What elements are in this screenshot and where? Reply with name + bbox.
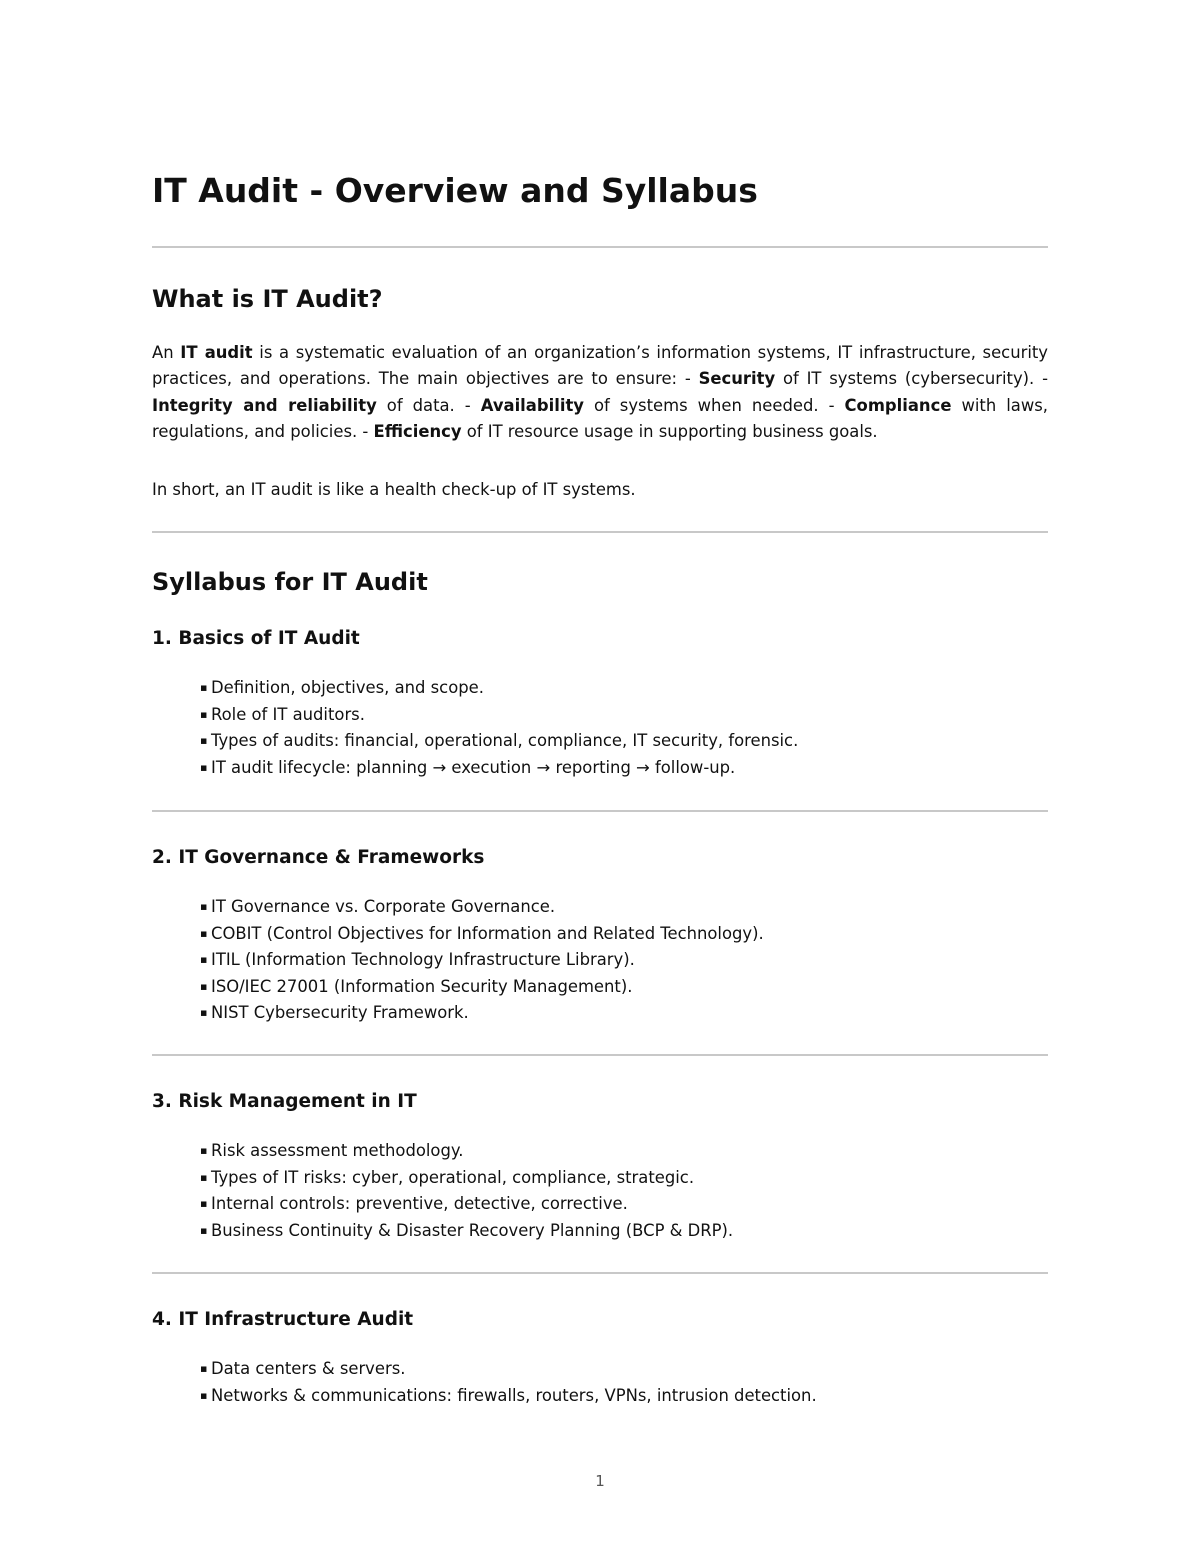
list-item: ▪ IT audit lifecycle: planning → execution → reporting → follow-up.	[200, 755, 798, 782]
divider	[152, 531, 1048, 533]
what-is-heading: What is IT Audit?	[152, 285, 383, 313]
intro-paragraph: An IT audit is a systematic evaluation of an organization’s information systems, IT infrastructure, security practices, and operations. The main objectives are to ensure: - Security of IT systems (cybersecurity). - Integrity and reliability of data. - Availability of systems when needed. - Compliance with laws, regulations, and policies. - Efficiency of IT resource usage in supporting business goals.	[152, 343, 1049, 441]
section-3-title: 3. Risk Management in IT	[152, 1091, 417, 1112]
list-item: ▪ IT Governance vs. Corporate Governance.	[200, 894, 764, 921]
list-item: ▪ Networks & communications: firewalls, routers, VPNs, intrusion detection.	[200, 1383, 817, 1410]
list-item: ▪ Business Continuity & Disaster Recovery Planning (BCP & DRP).	[200, 1218, 733, 1245]
document-title: IT Audit - Overview and Syllabus	[152, 171, 758, 210]
section-4-list	[200, 1356, 817, 1409]
list-item: ▪ Types of IT risks: cyber, operational, compliance, strategic.	[200, 1165, 733, 1192]
section-1-title: 1. Basics of IT Audit	[152, 628, 360, 649]
list-item: ▪ Types of audits: financial, operational, compliance, IT security, forensic.	[200, 728, 798, 755]
list-item: ▪ Internal controls: preventive, detective, corrective.	[200, 1191, 733, 1218]
list-item: ▪ Definition, objectives, and scope.	[200, 675, 798, 702]
section-2-title: 2. IT Governance & Frameworks	[152, 847, 485, 868]
section-3-list	[200, 1138, 733, 1244]
list-item: ▪ Role of IT auditors.	[200, 702, 798, 729]
divider	[152, 1054, 1048, 1056]
divider	[152, 1272, 1048, 1274]
list-item: ▪ ITIL (Information Technology Infrastructure Library).	[200, 947, 764, 974]
section-1-list	[200, 675, 798, 781]
summary-paragraph: In short, an IT audit is like a health check-up of IT systems.	[152, 480, 636, 499]
list-item: ▪ COBIT (Control Objectives for Information and Related Technology).	[200, 921, 764, 948]
list-item: ▪ Data centers & servers.	[200, 1356, 817, 1383]
page-number: 1	[595, 1472, 605, 1490]
section-2-list	[200, 894, 764, 1027]
syllabus-heading: Syllabus for IT Audit	[152, 568, 428, 596]
section-4-title: 4. IT Infrastructure Audit	[152, 1309, 414, 1330]
divider	[152, 246, 1048, 248]
list-item: ▪ Risk assessment methodology.	[200, 1138, 733, 1165]
list-item: ▪ ISO/IEC 27001 (Information Security Management).	[200, 974, 764, 1001]
divider	[152, 810, 1048, 812]
list-item: ▪ NIST Cybersecurity Framework.	[200, 1000, 764, 1027]
